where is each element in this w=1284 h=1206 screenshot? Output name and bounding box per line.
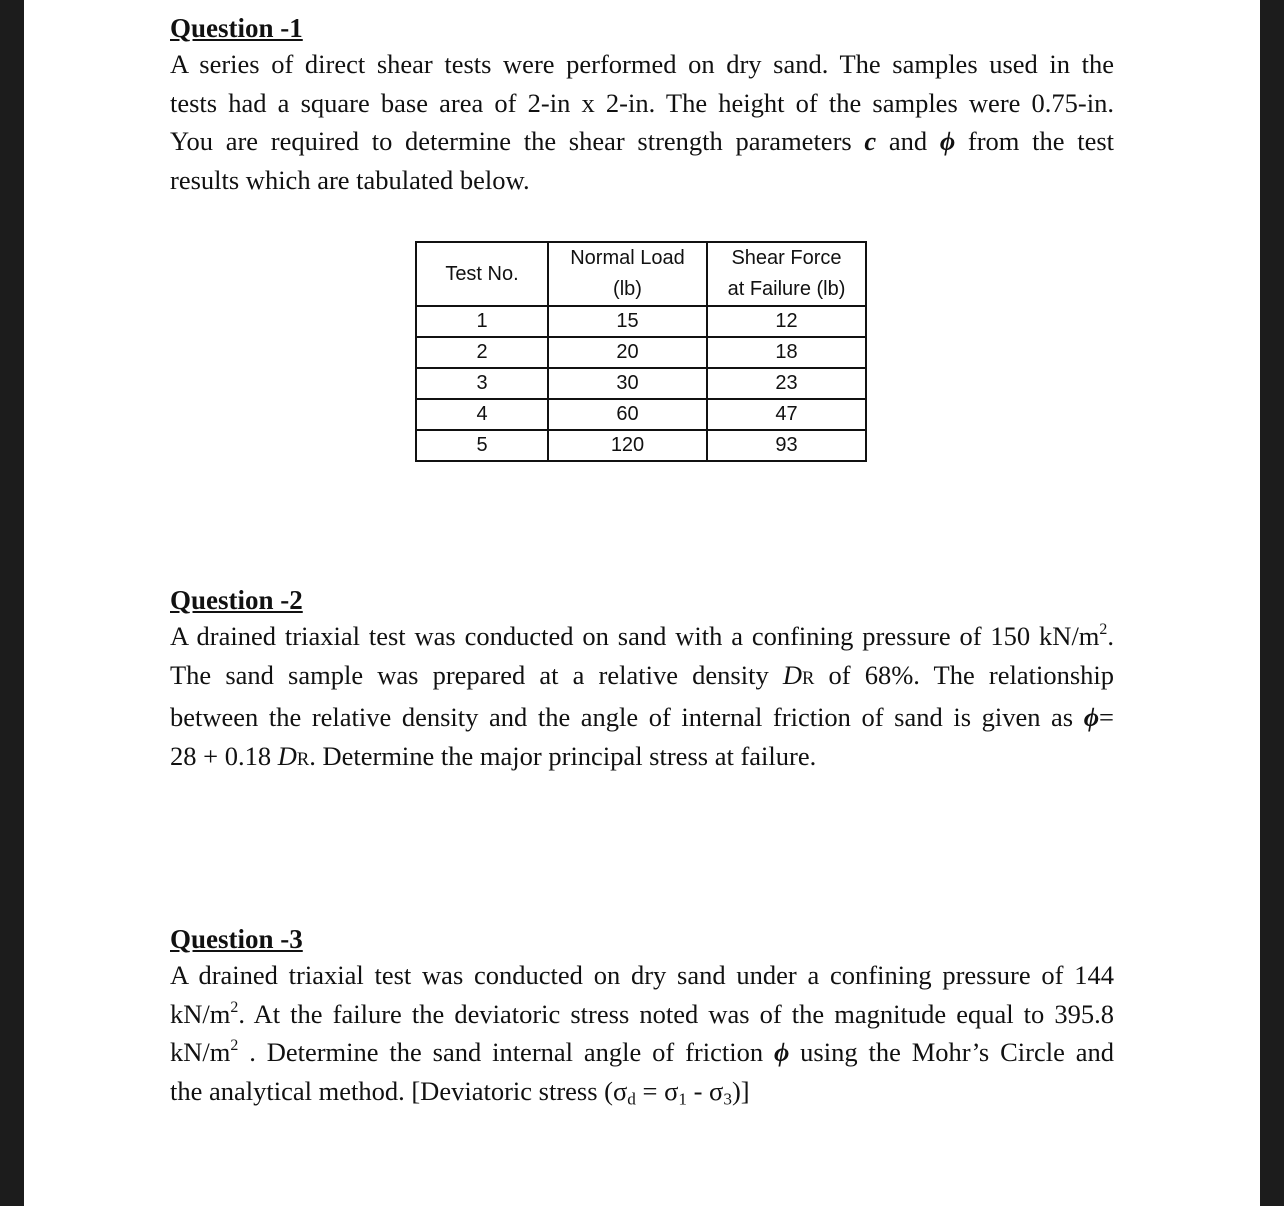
q2-line-2: The sand sample was prepared at a relative density DR of 68%. The relationship [170, 659, 1115, 690]
phi-symbol: ϕ [773, 1037, 790, 1067]
q2-line-1: A drained triaxial test was conducted on sand with a confining pressure of 150 $kN/m^2$. [170, 620, 1114, 651]
table-row: 1 15 12 [416, 306, 866, 337]
table-row: 3 30 23 [416, 368, 866, 399]
question-2-body [170, 617, 1114, 779]
q3-line-2: $kN/m^2$. At the failure the deviatoric stress noted was of the magnitude equal to 395.8 [170, 998, 1114, 1029]
q1-line-4: results which are tabulated below. [170, 164, 530, 195]
shear-test-table [415, 241, 867, 462]
phi-symbol: ϕ [1083, 702, 1100, 732]
question-3-title: Question -3 [170, 924, 303, 954]
q2-line-3: between the relative density and the angle of internal friction of sand is given as ϕ= [170, 702, 1114, 732]
table-row: 5 120 93 [416, 430, 866, 461]
table-row: 4 60 47 [416, 399, 866, 430]
header-test-no: Test No. [416, 242, 548, 306]
q3-line-1: A drained triaxial test was conducted on dry sand under a confining pressure of 144 [170, 960, 1114, 990]
question-3 [170, 924, 1114, 1110]
q1-line-3: You are required to determine the shear strength parameters c and ϕ from the test [170, 126, 1115, 156]
document-page [24, 0, 1260, 1206]
q1-line-2: tests had a square base area of 2-in x 2-in. The height of the samples were 0.75-in. [170, 87, 1114, 118]
phi-symbol: ϕ [939, 126, 956, 156]
header-normal-load: Normal Load (lb) [548, 242, 707, 306]
q2-line-4: 28 + 0.18 DR. Determine the major principal stress at failure. [170, 740, 817, 771]
question-1 [170, 13, 1114, 199]
question-2 [170, 585, 1114, 779]
q1-line-1: A series of direct shear tests were performed on dry sand. The samples used in the [170, 49, 1114, 79]
table-row: 2 20 18 [416, 337, 866, 368]
q3-line-3: $kN/m^2$ . Determine the sand internal angle of friction ϕ using the Mohr’s Circle and [170, 1036, 1114, 1067]
c-symbol: c [864, 126, 877, 156]
table-header-row [416, 242, 866, 306]
question-3-body [170, 956, 1114, 1110]
q3-line-4: the analytical method. [Deviatoric stress $(\sigma_d = \sigma_1 - \sigma_3)$] [170, 1075, 750, 1108]
question-1-body [170, 45, 1114, 199]
question-1-title: Question -1 [170, 13, 303, 43]
header-shear-force: Shear Force at Failure (lb) [707, 242, 866, 306]
question-2-title: Question -2 [170, 585, 303, 615]
